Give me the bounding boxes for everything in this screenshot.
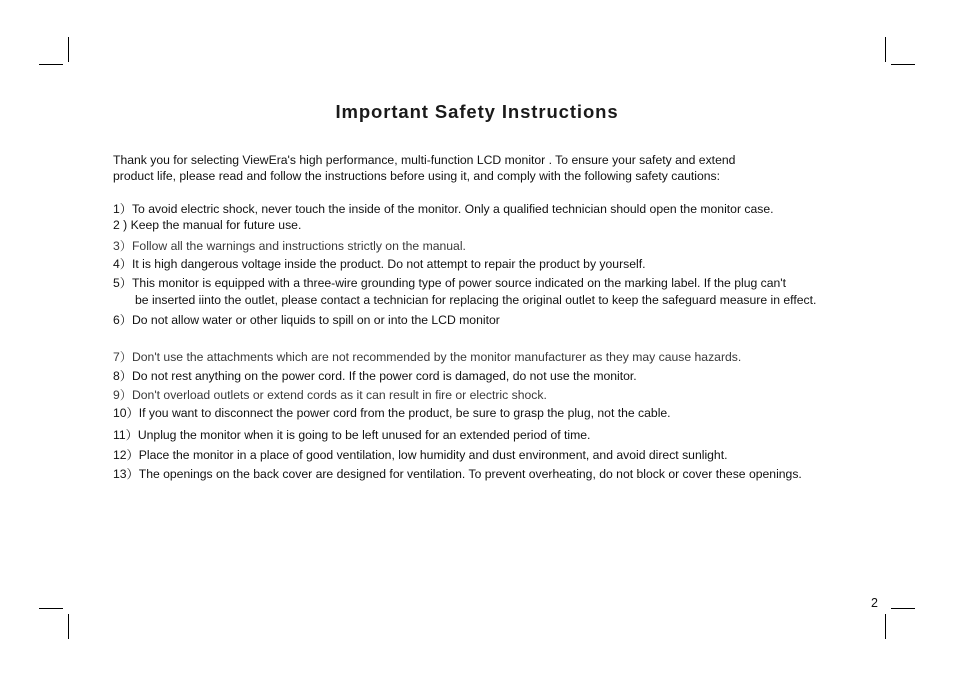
instruction-item-12: 12）Place the monitor in a place of good ventilation, low humidity and dust environment, and avoid direct sunlight. <box>113 448 728 462</box>
crop-mark-top-right-vertical <box>885 37 886 62</box>
instruction-item-2: 2 ) Keep the manual for future use. <box>113 218 302 232</box>
crop-mark-bottom-left-vertical <box>68 614 69 639</box>
crop-mark-top-left-vertical <box>68 37 69 62</box>
instruction-item-5: 5）This monitor is equipped with a three-wire grounding type of power source indicated on the marking label. If the plug can't <box>113 276 787 290</box>
crop-mark-bottom-left-horizontal <box>39 608 63 609</box>
intro-paragraph <box>113 152 833 184</box>
page-number: 2 <box>871 596 878 610</box>
intro-line-1: Thank you for selecting ViewEra's high performance, multi-function LCD monitor . To ensure your safety and extend <box>113 153 736 167</box>
instruction-item-9: 9）Don't overload outlets or extend cords as it can result in fire or electric shock. <box>113 388 547 402</box>
crop-mark-top-left-horizontal <box>39 64 63 65</box>
instruction-item-8: 8）Do not rest anything on the power cord. If the power cord is damaged, do not use the monitor. <box>113 369 637 383</box>
instruction-item-6: 6）Do not allow water or other liquids to spill on or into the LCD monitor <box>113 313 500 327</box>
instruction-item-7: 7）Don't use the attachments which are not recommended by the monitor manufacturer as they may cause hazards. <box>113 350 742 364</box>
crop-mark-top-right-horizontal <box>891 64 915 65</box>
instruction-item-13: 13）The openings on the back cover are designed for ventilation. To prevent overheating, do not block or cover these openings. <box>113 467 802 481</box>
instruction-item-5-continued: be inserted iinto the outlet, please contact a technician for replacing the original outlet to keep the safeguard measure in effect. <box>135 293 817 307</box>
crop-mark-bottom-right-vertical <box>885 614 886 639</box>
instruction-item-10: 10）If you want to disconnect the power cord from the product, be sure to grasp the plug, not the cable. <box>113 406 671 420</box>
page-title: Important Safety Instructions <box>335 101 619 122</box>
intro-line-2: product life, please read and follow the instructions before using it, and comply with the following safety cautions: <box>113 169 721 183</box>
instruction-item-1: 1）To avoid electric shock, never touch the inside of the monitor. Only a qualified technician should open the monitor case. <box>113 202 774 216</box>
instruction-item-11: 11）Unplug the monitor when it is going to be left unused for an extended period of time. <box>113 428 591 442</box>
crop-mark-bottom-right-horizontal <box>891 608 915 609</box>
instruction-item-4: 4）It is high dangerous voltage inside the product. Do not attempt to repair the product by yourself. <box>113 257 646 271</box>
instruction-item-3: 3）Follow all the warnings and instructions strictly on the manual. <box>113 239 466 253</box>
